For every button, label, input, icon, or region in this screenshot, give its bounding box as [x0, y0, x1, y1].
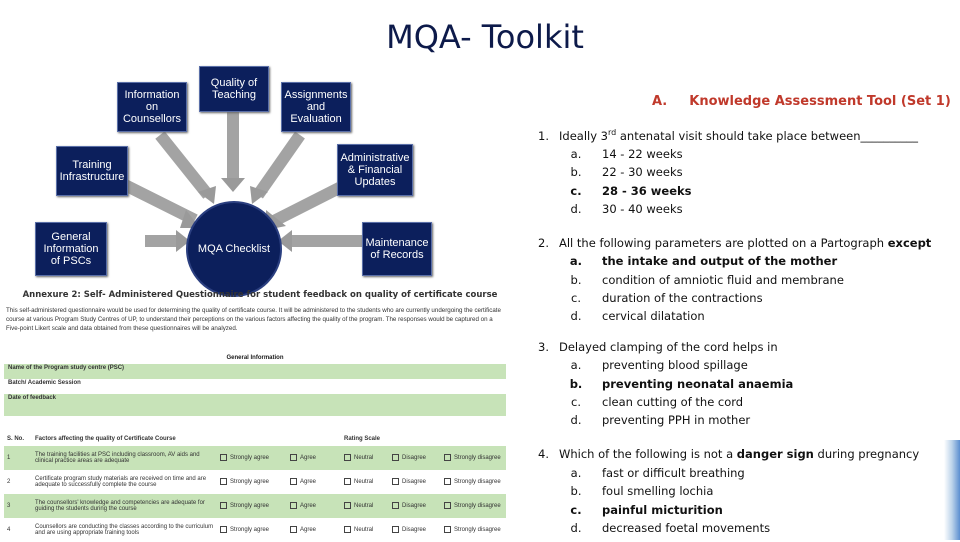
general-information-table: [4, 352, 506, 416]
node-maintenance-of-records: Maintenance of Records: [362, 222, 432, 276]
table-row: [4, 518, 506, 542]
checkbox-icon[interactable]: [392, 526, 399, 533]
row-text: Certificate program study materials are received on time and are adequate to successfully complete the course: [35, 476, 207, 488]
row-number: 4: [7, 527, 11, 533]
table-row: [4, 470, 506, 494]
option-agree[interactable]: Agree: [287, 446, 341, 470]
option-agree[interactable]: Agree: [287, 494, 341, 518]
option-strongly-disagree[interactable]: Strongly disagree: [441, 470, 506, 494]
option-neutral[interactable]: Neutral: [341, 470, 389, 494]
option: d. preventing PPH in mother: [570, 413, 751, 427]
node-general-information: General Information of PSCs: [35, 222, 107, 276]
option: b. foul smelling lochia: [570, 484, 714, 498]
section-heading: [652, 94, 951, 109]
option-disagree[interactable]: Disagree: [389, 494, 441, 518]
checkbox-icon[interactable]: [392, 502, 399, 509]
arrow-assignments: [258, 135, 300, 195]
node-quality-of-teaching: Quality of Teaching: [199, 66, 269, 112]
annexure-title: Annexure 2: Self- Administered Questionnaire for student feedback on quality of certificate course: [22, 290, 498, 300]
option: c. duration of the contractions: [571, 291, 763, 305]
table-row: [4, 364, 506, 379]
checkbox-icon[interactable]: [392, 478, 399, 485]
option: b. condition of amniotic fluid and membrane: [570, 273, 844, 287]
arrow-counsellors: [160, 135, 208, 195]
rating-table: [4, 432, 506, 542]
checkbox-icon[interactable]: [220, 502, 227, 509]
question-3: 3. Delayed clamping of the cord helps in: [538, 340, 778, 354]
option-strongly-agree[interactable]: Strongly agree: [217, 518, 287, 542]
section-letter: A.: [652, 94, 668, 109]
row-text: The counsellors' knowledge and competencies are adequate for guiding the students during the course: [32, 494, 217, 518]
row-number: 1: [4, 446, 32, 470]
option-correct: b. preventing neonatal anaemia: [569, 377, 794, 391]
table-row: [4, 379, 506, 394]
checkbox-icon[interactable]: [220, 526, 227, 533]
option-neutral[interactable]: Neutral: [341, 494, 389, 518]
row-number: 3: [4, 494, 32, 518]
checkbox-icon[interactable]: [444, 454, 451, 461]
question-1: 1. Ideally 3rd antenatal visit should take place between__________: [538, 128, 919, 143]
checkbox-icon[interactable]: [344, 478, 351, 485]
table-row: [4, 394, 506, 416]
option-strongly-disagree[interactable]: Strongly disagree: [441, 518, 506, 542]
option-strongly-agree[interactable]: Strongly agree: [217, 446, 287, 470]
table-row: [4, 446, 506, 470]
option: d. decreased foetal movements: [570, 521, 771, 535]
checkbox-icon[interactable]: [290, 502, 297, 509]
checkbox-icon[interactable]: [290, 526, 297, 533]
mqa-diagram: [0, 60, 510, 290]
checkbox-icon[interactable]: [344, 454, 351, 461]
option: a. preventing blood spillage: [570, 358, 748, 372]
option-neutral[interactable]: Neutral: [341, 446, 389, 470]
checkbox-icon[interactable]: [220, 454, 227, 461]
header-rating-scale: Rating Scale: [344, 436, 381, 442]
node-training-infrastructure: Training Infrastructure: [56, 146, 128, 196]
general-info-row: Date of feedback: [8, 395, 57, 401]
page-title: MQA- Toolkit: [386, 18, 584, 56]
general-info-header: General Information: [4, 352, 506, 364]
option-disagree[interactable]: Disagree: [389, 470, 441, 494]
option-strongly-agree[interactable]: Strongly agree: [217, 494, 287, 518]
arrow-admin: [272, 185, 345, 222]
option-correct: a. the intake and output of the mother: [569, 254, 838, 268]
option: c. clean cutting of the cord: [571, 395, 744, 409]
option-disagree[interactable]: Disagree: [389, 446, 441, 470]
option-strongly-agree[interactable]: Strongly agree: [217, 470, 287, 494]
option-neutral[interactable]: Neutral: [341, 518, 389, 542]
checkbox-icon[interactable]: [444, 478, 451, 485]
checkbox-icon[interactable]: [344, 526, 351, 533]
checkbox-icon[interactable]: [444, 526, 451, 533]
header-sno: S. No.: [7, 436, 25, 442]
node-mqa-checklist: MQA Checklist: [186, 201, 282, 297]
rating-table-header: [4, 432, 506, 446]
question-4: 4. Which of the following is not a danger sign during pregnancy: [538, 447, 920, 461]
general-info-row: Name of the Program study centre (PSC): [8, 365, 125, 371]
option: d. cervical dilatation: [570, 309, 705, 323]
option-strongly-disagree[interactable]: Strongly disagree: [441, 446, 506, 470]
option-strongly-disagree[interactable]: Strongly disagree: [441, 494, 506, 518]
general-info-row: Batch/ Academic Session: [8, 380, 81, 386]
annexure-description: This self-administered questionnaire would be used for determining the quality of certificate course. It will be administered to the students who are currently undergoing the certificate course at various Program Study Centres of UP, to understand their perceptions on the various factors affecting the quality of the program. The responses would be captured on a Five-point Likert scale and data obtained from these questionnaires will be analyzed.: [6, 307, 501, 332]
option-disagree[interactable]: Disagree: [389, 518, 441, 542]
option-correct: c. 28 - 36 weeks: [570, 184, 692, 198]
node-assignments-and-evaluation: Assignments and Evaluation: [281, 82, 351, 132]
option: d. 30 - 40 weeks: [570, 202, 683, 216]
header-factors: Factors affecting the quality of Certificate Course: [35, 436, 176, 442]
decorative-edge: [944, 440, 960, 540]
option-agree[interactable]: Agree: [287, 518, 341, 542]
option: b. 22 - 30 weeks: [570, 165, 683, 179]
row-text: The training facilities at PSC including classroom, AV aids and clinical practice areas are adequate: [32, 446, 217, 470]
table-row: [4, 494, 506, 518]
checkbox-icon[interactable]: [290, 478, 297, 485]
checkbox-icon[interactable]: [444, 502, 451, 509]
section-title: Knowledge Assessment Tool (Set 1): [689, 94, 951, 109]
checkbox-icon[interactable]: [392, 454, 399, 461]
row-number: 2: [7, 479, 11, 485]
option: a. 14 - 22 weeks: [570, 147, 683, 161]
question-2: 2. All the following parameters are plotted on a Partograph except: [538, 236, 932, 250]
option-agree[interactable]: Agree: [287, 470, 341, 494]
option-correct: c. painful micturition: [570, 503, 723, 517]
checkbox-icon[interactable]: [290, 454, 297, 461]
checkbox-icon[interactable]: [220, 478, 227, 485]
node-administrative-financial: Administrative & Financial Updates: [337, 144, 413, 196]
checkbox-icon[interactable]: [344, 502, 351, 509]
node-information-on-counsellors: Information on Counsellors: [117, 82, 187, 132]
row-text: Counsellors are conducting the classes according to the curriculum and are using appropriate training tools: [35, 524, 214, 536]
option: a. fast or difficult breathing: [570, 466, 745, 480]
